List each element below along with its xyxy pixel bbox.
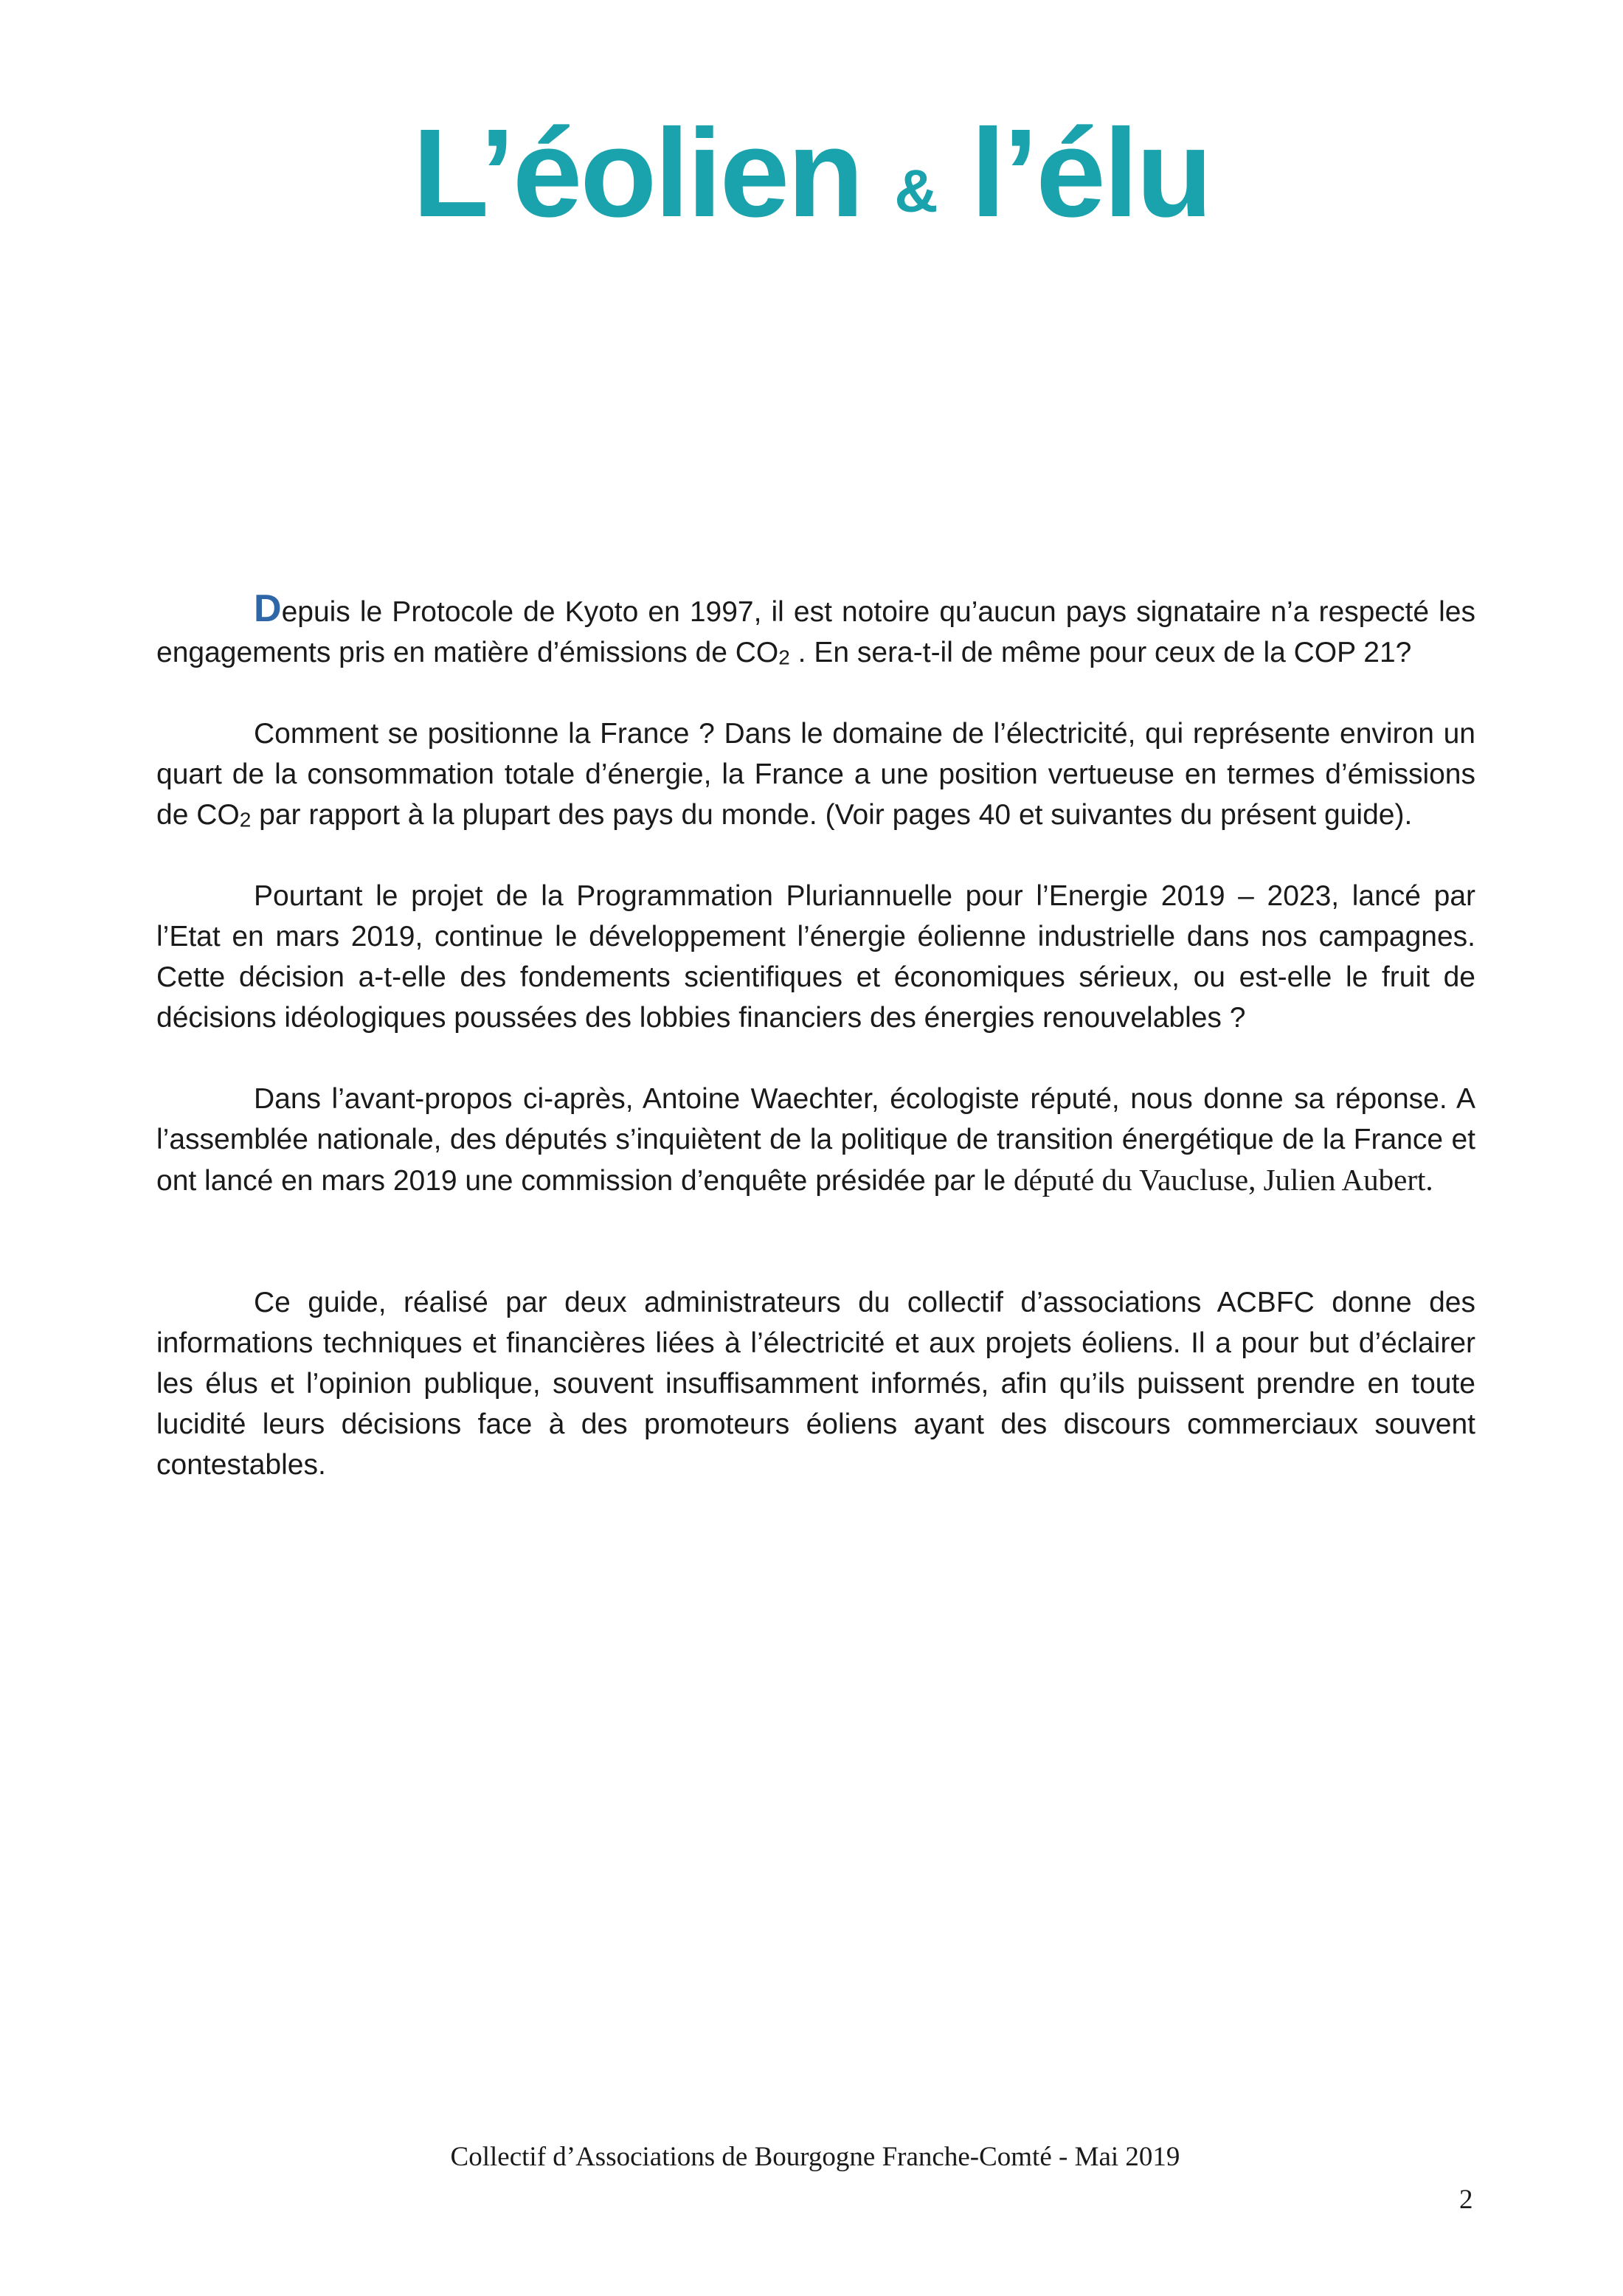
- paragraph-4: [156, 1079, 1475, 1201]
- paragraph-2-text-a: Comment se positionne la France ? Dans le domaine de l’électricité, qui représente environ un quart de la consommation totale d’énergie, la France a une position vertueuse en termes d’émissions de CO: [156, 718, 1475, 831]
- page-footer: Collectif d’Associations de Bourgogne Franche-Comté - Mai 2019: [450, 2142, 1180, 2172]
- co2-subscript: 2: [778, 646, 790, 669]
- title-part-1: L’éolien: [412, 103, 862, 243]
- paragraph-1-text-a: epuis le Protocole de Kyoto en 1997, il est notoire qu’aucun pays signataire n’a respecté les engagements pris en matière d’émissions de CO: [156, 596, 1475, 668]
- paragraph-2: [156, 713, 1475, 835]
- paragraph-3: Pourtant le projet de la Programmation Pluriannuelle pour l’Energie 2019 – 2023, lancé par l’Etat en mars 2019, continue le développement l’énergie éolienne industrielle dans nos campagnes. Cette décision a-t-elle des fondements scientifiques et économiques sérieux, ou est-elle le fruit de décisions idéologiques poussées des lobbies financiers des énergies renouvelables ?: [156, 880, 1475, 1034]
- paragraph-5: Ce guide, réalisé par deux administrateurs du collectif d’associations ACBFC donne des informations techniques et financières liées à l’électricité et aux projets éoliens. Il a pour but d’éclairer les élus et l’opinion publique, souvent insuffisamment informés, afin qu’ils puissent prendre en toute lucidité leurs décisions face à des promoteurs éoliens ayant des discours commerciaux souvent contestables.: [156, 1287, 1475, 1481]
- title-ampersand: &: [894, 157, 938, 225]
- page-title: [0, 103, 1623, 243]
- co2-subscript: 2: [239, 808, 252, 831]
- paragraph-2-text-b: par rapport à la plupart des pays du monde. (Voir pages 40 et suivantes du présent guide).: [251, 799, 1413, 831]
- drop-cap: D: [254, 587, 282, 630]
- page-number: 2: [1459, 2185, 1473, 2215]
- body-text: [156, 589, 1475, 1485]
- paragraph-1: [156, 589, 1475, 673]
- paragraph-4-text-b: député du Vaucluse, Julien Aubert.: [1014, 1163, 1433, 1197]
- paragraph-1-text-b: . En sera-t-il de même pour ceux de la COP 21?: [789, 637, 1412, 668]
- paragraph-4-text-a: Dans l’avant-propos ci-après, Antoine Waechter, écologiste réputé, nous donne sa réponse. A l’assemblée nationale, des députés s’inquiètent de la politique de transition énergétique de la France et ont lancé en mars 2019 une commission d’enquête présidée par le: [156, 1083, 1475, 1197]
- title-part-2: l’élu: [970, 103, 1211, 243]
